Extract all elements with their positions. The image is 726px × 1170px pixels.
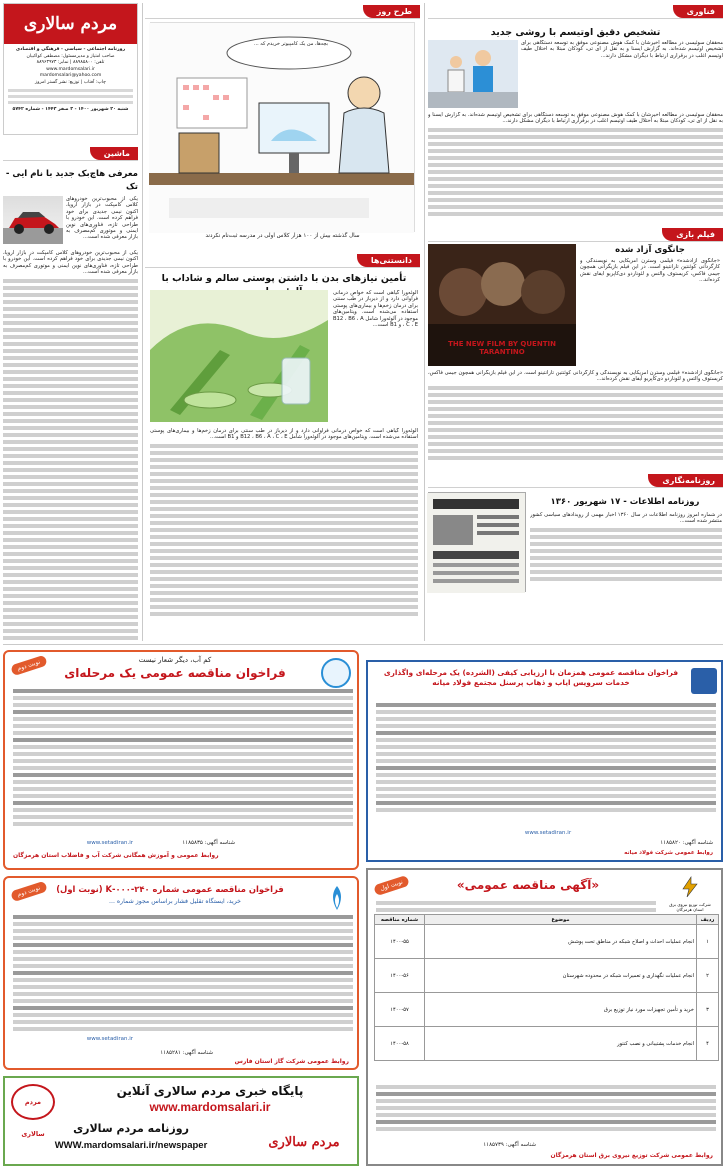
masthead (3, 3, 138, 135)
promo-line1: پایگاه خبری مردم سالاری آنلاین (116, 1084, 304, 1098)
masthead-info: چاپ: آفتاب | توزیع: نشر گستر امروز (35, 79, 106, 85)
section-header-health (428, 3, 723, 19)
ad2-footer: روابط عمومی شرکت فولاد میانه (624, 850, 713, 856)
history-body: در شماره امروز روزنامه اطلاعات در سال ۱۳۶۰ اخبار مهمی از رویدادهای سیاسی کشور منتشر شده است... (530, 512, 722, 594)
section-tag: طرح روز (363, 5, 420, 18)
ad2-num: شناسه آگهی: ۱۱۸۵۸۲۰ (660, 840, 713, 846)
promo-box (3, 1076, 359, 1166)
ad3-num: شناسه آگهی: ۱۱۸۵۲۸۱ (160, 1050, 213, 1056)
ad4-footer: روابط عمومی شرکت توزیع نیروی برق استان هرمزگان (550, 1152, 713, 1159)
ad1-website[interactable]: www.setadiran.ir (86, 840, 133, 846)
history-clipping (428, 492, 526, 592)
didani-body-side: آلوئه‌ورا گیاهی است که خواص درمانی فراوانی دارد و از دیرباز در طب سنتی برای درمان زخم‌ها و بیماری‌های پوستی استفاده می‌شده است. ویتامین‌های موجود در آلوئه‌ورا شامل B12 ، B6 ، A ، C ، E و B1 است... (333, 290, 418, 329)
ad1-body (13, 686, 353, 836)
health-photo (428, 40, 518, 108)
film-body-side: «جانگوی آزادشده» فیلمی وسترن آمریکایی به نویسندگی و کارگردانی کوئنتین تارانتینو است. در این فیلم بازیگرانی همچون جیمی فاکس، کریستوف والتس و لئوناردو دی‌کاپریو ایفای نقش کرده‌اند... (580, 258, 720, 284)
ad1-pre: کم آب، دیگر شعار نیست (138, 656, 212, 664)
health-title[interactable]: تشخیص دقیق اوتیسم با روشی جدید (490, 27, 661, 38)
ad4-company: شرکت توزیع نیروی برق استان هرمزگان (669, 902, 711, 912)
car-photo (3, 196, 63, 244)
section-header-car (3, 145, 138, 161)
ad2-website[interactable]: www.setadiran.ir (524, 830, 572, 836)
table-row: ۴ انجام خدمات پشتیبانی و نصب کنتور ۱۴۰۰-۵۸ (375, 1027, 719, 1061)
ad3-sub: خرید، ایستگاه تقلیل فشار براساس مجوز شماره ... (109, 898, 241, 905)
section-tag: فیلم بازی (662, 228, 723, 241)
section-header-cartoon (145, 3, 420, 19)
promo-line2: روزنامه مردم سالاری (73, 1122, 189, 1135)
table-row: ۱ انجام عملیات احداث و اصلاح شبکه در مناطق تحت پوشش ۱۴۰۰-۵۵ (375, 925, 719, 959)
masthead-info: روزنامه اجتماعی - سیاسی - فرهنگی و اقتصادی (15, 47, 126, 52)
masthead-info: تلفن: ۸۸۹۸۵۸۰۰ | نمابر: ۸۸۹۶۳۹۷۳ (36, 60, 105, 66)
ad4-body (376, 1082, 716, 1142)
ad1-footer: روابط عمومی و آموزش همگانی شرکت آب و فاضلاب استان هرمزگان (13, 852, 219, 859)
car-body-top: یکی از محبوب‌ترین خودروهای کلاس کامپکت در بازار اروپا، اکنون نیمی جدیدی برای خود فراهم کرده است. این خودرو با طراحی تازه، فناوری‌های نوین ایمنی و موتوری کم‌مصرف به بازار معرفی شده است... (66, 196, 138, 241)
health-body: محققان سوئیسی در مطالعه اخیرشان با کمک هوش مصنوعی موفق به توسعه دستگاهی برای تشخیص اوتیسم شده‌اند. به گزارش ایسنا و به نقل از ای تی، کودکان مبتلا به اختلال طیف اوتیسم اغلب در برقراری ارتباط با دیگران مشکل دارند... (428, 112, 723, 222)
film-body: «جانگوی آزادشده» فیلمی وسترن آمریکایی به نویسندگی و کارگردانی کوئنتین تارانتینو است. در این فیلم بازیگرانی همچون جیمی فاکس، کریستوف والتس و لئوناردو دی‌کاپریو ایفای نقش کرده‌اند... (428, 370, 723, 468)
table-header: ردیف (697, 915, 719, 925)
film-poster-text: THE NEW FILM BY QUENTIN TARANTINO (448, 340, 556, 356)
ad-tender-water (3, 650, 359, 870)
section-header-film (428, 226, 723, 242)
ad4-intro (376, 898, 656, 912)
column-divider (142, 3, 143, 641)
ad2-logo (691, 668, 717, 694)
table-header: موضوع (425, 915, 697, 925)
masthead-info: صاحب امتیاز و مدیرمسئول: مصطفی کواکبیان (26, 53, 115, 59)
ad3-title: فراخوان مناقصه عمومی شماره ۲۴۰-۰۰۰-K (نوبت اول) (56, 884, 284, 894)
section-tag: ماشین (90, 147, 138, 160)
table-row: ۲ انجام عملیات نگهداری و تعمیرات شبکه در محدوده شهرستان ۱۴۰۰-۵۶ (375, 959, 719, 993)
car-article-body: یکی از محبوب‌ترین خودروهای کلاس کامپکت در بازار اروپا، اکنون نیمی جدیدی برای خود فراهم کرده است. این خودرو با طراحی تازه، فناوری‌های نوین ایمنی و موتوری کم‌مصرف به بازار معرفی شده است... (3, 250, 138, 640)
section-header-didani (145, 252, 420, 268)
promo-url2[interactable]: WWW.mardomsalari.ir/newspaper (54, 1140, 208, 1151)
table-row: ۳ خرید و تأمین تجهیزات مورد نیاز توزیع برق ۱۴۰۰-۵۷ (375, 993, 719, 1027)
ad4-num: شناسه آگهی: ۱۱۸۵۷۳۹ (483, 1142, 536, 1148)
section-tag: دانستنی‌ها (357, 254, 420, 267)
masthead-logo: مردم سالاری (4, 4, 137, 44)
ad1-badge: نوبت دوم (10, 655, 47, 676)
ad1-num: شناسه آگهی: ۱۱۸۵۸۳۵ (182, 840, 235, 846)
ad3-badge: نوبت دوم (10, 881, 47, 902)
ad4-table (374, 914, 719, 1061)
masthead-info[interactable]: mardomsalari@yahoo.com (39, 73, 102, 79)
masthead-info[interactable]: www.mardomsalari.ir (46, 66, 95, 72)
ad-tender-electricity (366, 868, 723, 1166)
ad-tender-steel (366, 660, 723, 862)
cartoon-speech: بچه‌ها، من یک کامپیوتر خریدم که ... (253, 41, 329, 47)
history-title[interactable]: روزنامه اطلاعات - ۱۷ شهریور ۱۳۶۰ (550, 497, 700, 507)
ad3-footer: روابط عمومی شرکت گاز استان فارس (234, 1058, 349, 1065)
ad-tender-gas (3, 876, 359, 1070)
film-title[interactable]: جانگوی آزاد شده (615, 245, 685, 255)
ad1-logo (321, 658, 351, 688)
ad2-body (376, 700, 716, 820)
aloe-photo (150, 290, 328, 422)
ad3-website[interactable]: www.setadiran.ir (86, 1036, 133, 1042)
ad2-title: فراخوان مناقصه عمومی همزمان با ارزیابی کیفی (الشرده) یک مرحله‌ای واگذاری خدمات سرویس ایاب و ذهاب پرسنل مجتمع فولاد میانه (383, 668, 679, 687)
cartoon-image (150, 22, 415, 232)
section-tag: فناوری (673, 5, 723, 18)
masthead-date: شنبه ۲۰ شهریور ۱۴۰۰ - ۳ صفر ۱۴۴۳ - شماره ۵۷۴۲ (12, 106, 129, 112)
ad4-badge: نوبت اول (373, 875, 410, 896)
promo-url1[interactable]: www.mardomsalari.ir (149, 1100, 271, 1114)
ad3-logo (323, 884, 351, 912)
ad3-body (13, 912, 353, 1042)
promo-logo-top: مردم سالاری (11, 1084, 55, 1120)
ad4-title: «آگهی مناقصه عمومی» (456, 878, 600, 892)
promo-logo-bottom: مردم سالاری (268, 1135, 340, 1150)
column-divider (424, 3, 425, 641)
section-divider (3, 644, 723, 645)
section-tag: روزنامه‌نگاری (648, 474, 723, 487)
ad1-title: فراخوان مناقصه عمومی یک مرحله‌ای (64, 666, 286, 680)
section-header-history (428, 472, 723, 488)
ad4-logo (665, 876, 715, 912)
didani-title[interactable]: تأمین نیازهای بدن با داشتن پوستی سالم و شاداب با (161, 273, 407, 284)
table-header: شماره مناقصه (375, 915, 425, 925)
didani-body: آلوئه‌ورا گیاهی است که خواص درمانی فراوانی دارد و از دیرباز در طب سنتی برای درمان زخم‌ها و بیماری‌های پوستی استفاده می‌شده است. ویتامین‌های موجود در آلوئه‌ورا شامل B12 ، B6 ، A ، C ، E و B1 است... (150, 428, 418, 633)
health-body-top: محققان سوئیسی در مطالعه اخیرشان با کمک هوش مصنوعی موفق به توسعه دستگاهی برای تشخیص اوتیسم شده‌اند. به گزارش ایسنا و به نقل از ای تی، کودکان مبتلا به اختلال طیف اوتیسم اغلب در برقراری ارتباط با دیگران مشکل دارند... (521, 40, 723, 59)
cartoon-caption: سال گذشته بیش از ۱۰۰ هزار کلاس اولی در مدرسه ثبت‌نام نکردند (205, 233, 360, 239)
car-article-title[interactable]: معرفی هاچ‌بک جدید با نام ایی - تک (5, 169, 138, 192)
film-poster (428, 244, 576, 366)
